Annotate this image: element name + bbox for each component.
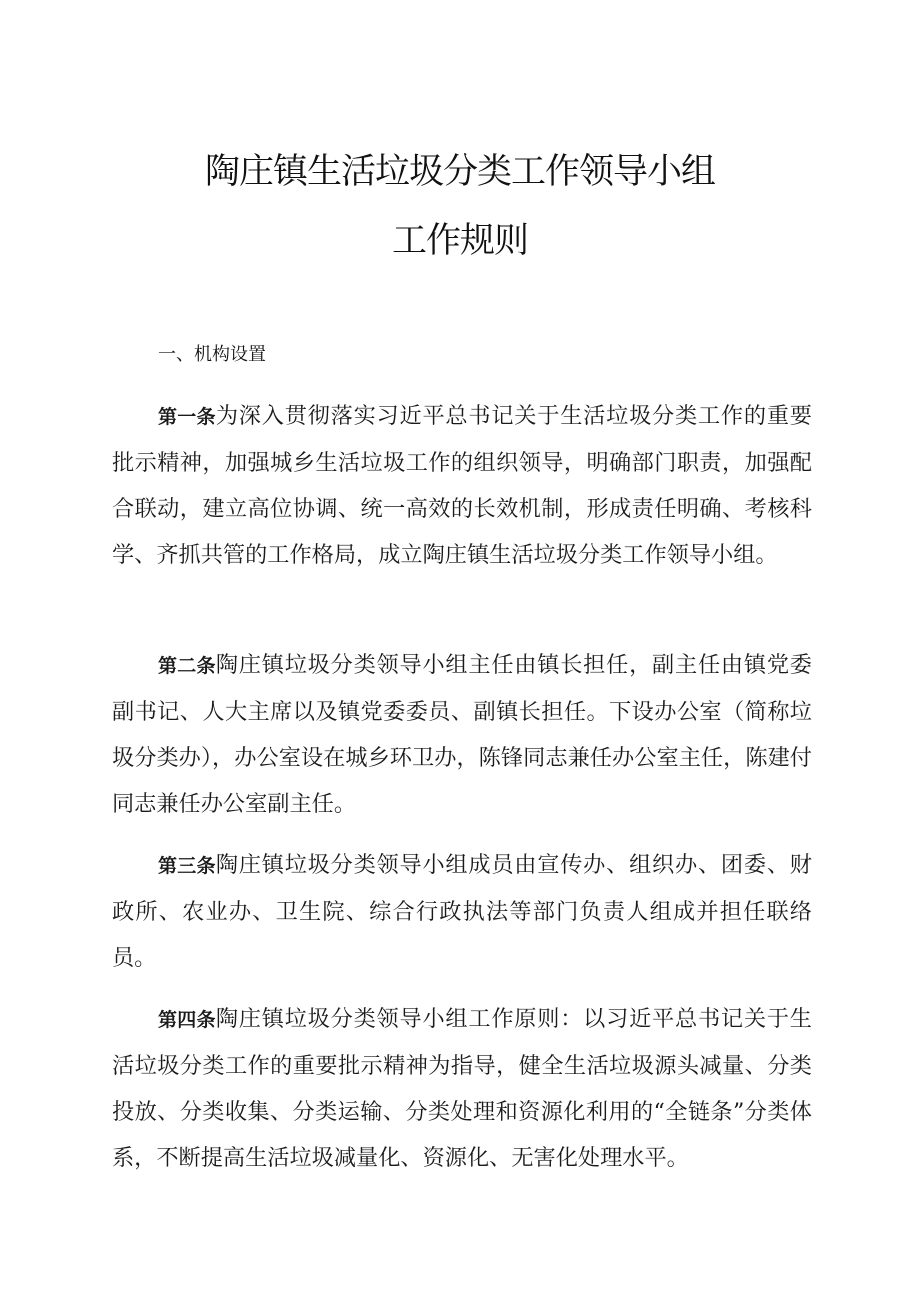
article-label: 第四条 — [158, 1009, 216, 1031]
article-text: 为深入贯彻落实习近平总书记关于生活垃圾分类工作的重要批示精神，加强城乡生活垃圾工作的组织领导，明确部门职责，加强配合联动，建立高位协调、统一高效的长效机制，形成责任明确、考核科学、齐抓共管的工作格局，成立陶庄镇生活垃圾分类工作领导小组。 — [112, 403, 812, 568]
article-4 — [112, 996, 812, 1181]
article-label: 第三条 — [158, 855, 216, 877]
article-text: 陶庄镇垃圾分类领导小组主任由镇长担任，副主任由镇党委副书记、人大主席以及镇党委委员、副镇长担任。下设办公室（简称垃圾分类办），办公室设在城乡环卫办，陈锋同志兼任办公室主任，陈建付同志兼任办公室副主任。 — [112, 652, 812, 817]
article-label: 第一条 — [158, 406, 216, 428]
document-title-line1: 陶庄镇生活垃圾分类工作领导小组 — [204, 152, 715, 192]
article-text: 陶庄镇垃圾分类领导小组成员由宣传办、组织办、团委、财政所、农业办、卫生院、综合行政执法等部门负责人组成并担任联络员。 — [112, 852, 812, 971]
article-label: 第二条 — [158, 655, 216, 677]
article-3 — [112, 842, 812, 981]
article-2 — [112, 642, 812, 827]
article-1 — [112, 393, 812, 578]
document-title-line2: 工作规则 — [391, 221, 528, 261]
article-text: 陶庄镇垃圾分类领导小组工作原则：以习近平总书记关于生活垃圾分类工作的重要批示精神为指导，健全生活垃圾源头减量、分类投放、分类收集、分类运输、分类处理和资源化利用的“全链条”分类体系，不断提高生活垃圾减量化、资源化、无害化处理水平。 — [112, 1006, 812, 1171]
section-heading: 一、机构设置 — [158, 344, 266, 365]
